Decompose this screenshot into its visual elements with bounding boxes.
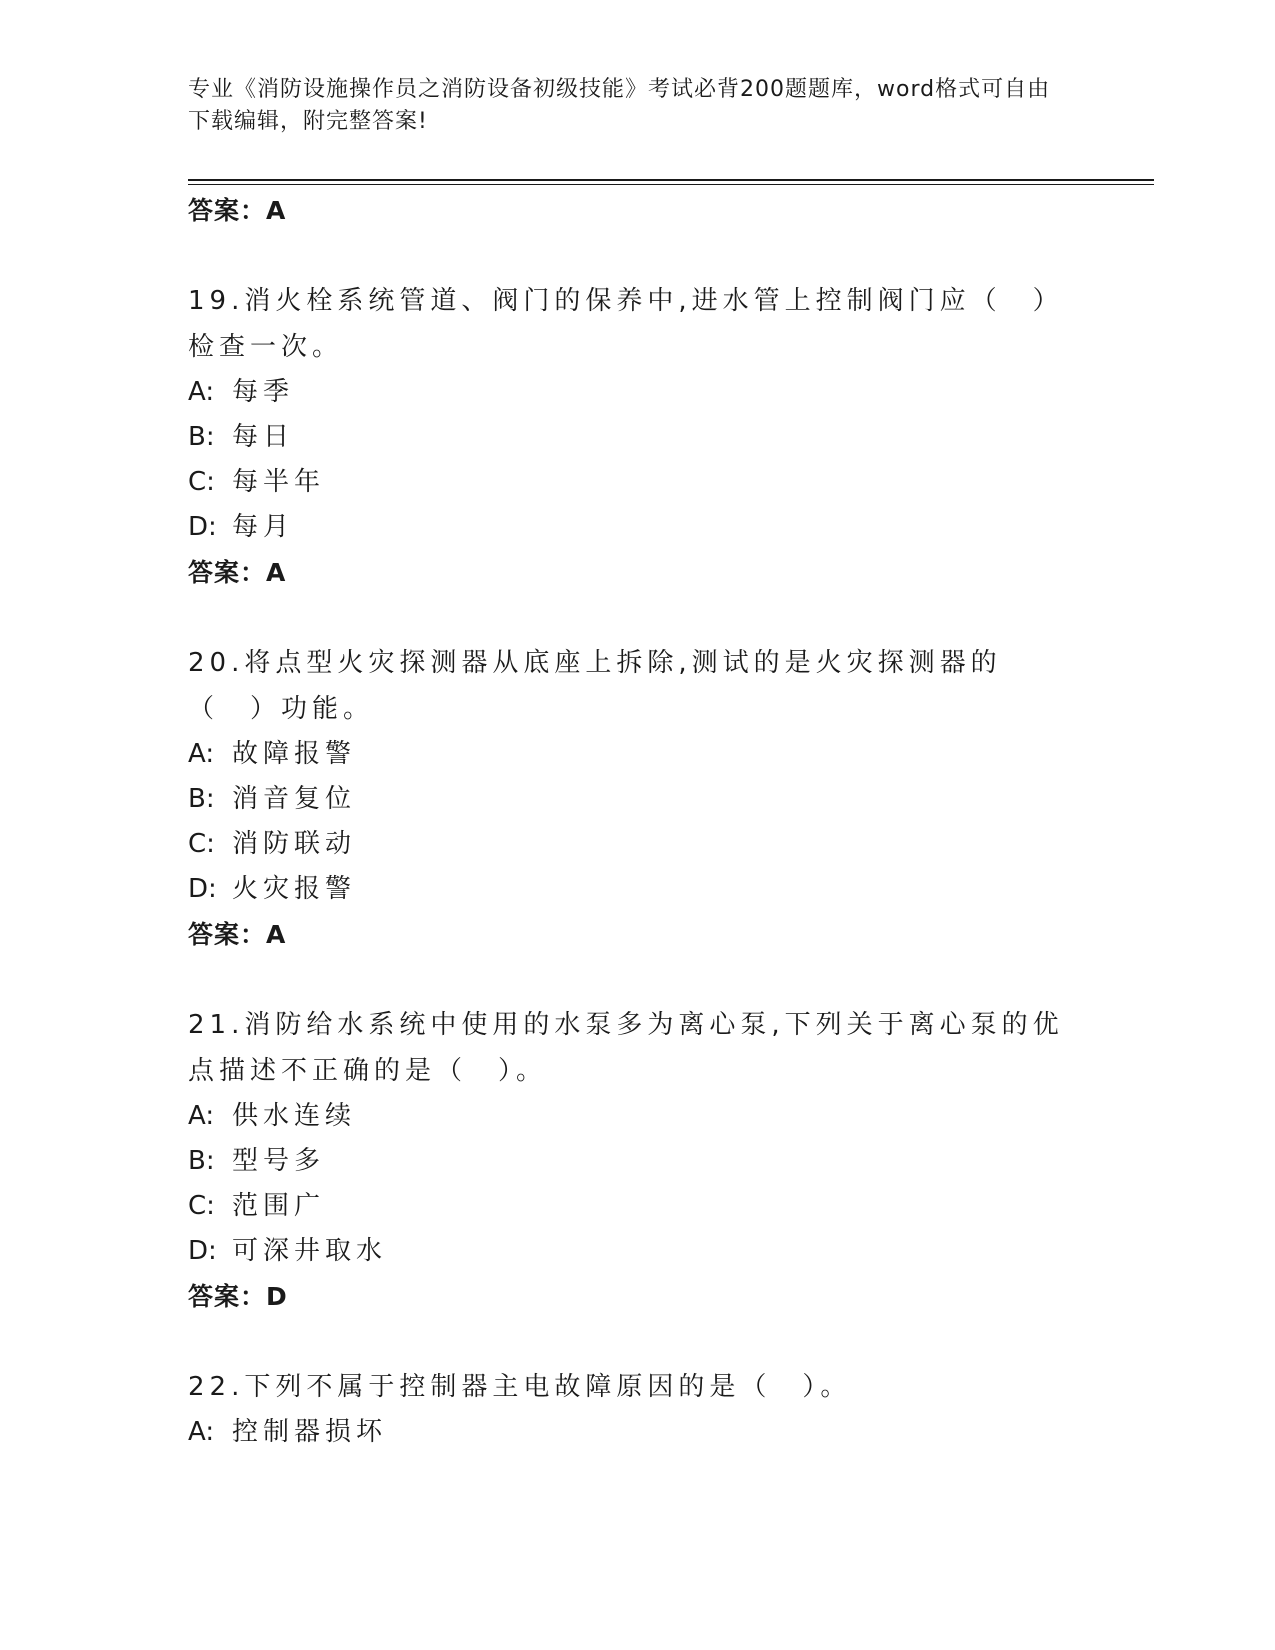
question-text: 19.消火栓系统管道、阀门的保养中,进水管上控制阀门应（ ）检查一次。 [188,286,1064,362]
option-c [188,822,1088,867]
question-list [188,188,1088,1455]
option-d [188,505,1088,550]
option-text: 范围广 [232,1191,326,1221]
option-text: 每半年 [232,467,326,497]
option-a [188,732,1088,777]
option-key: A: [188,739,215,769]
option-text: 消防联动 [232,829,357,859]
option-text: 每月 [232,512,295,542]
option-d [188,1229,1088,1274]
question-text: 21.消防给水系统中使用的水泵多为离心泵,下列关于离心泵的优点描述不正确的是（ ）。 [188,1010,1064,1086]
option-text: 每日 [232,422,295,452]
option-a [188,370,1088,415]
option-key: D: [188,874,217,904]
question-19 [188,278,1088,596]
option-a [188,1094,1088,1139]
option-key: C: [188,1191,215,1221]
document-header: 专业《消防设施操作员之消防设备初级技能》考试必背200题题库，word格式可自由下载编辑，附完整答案! [188,77,1051,134]
option-c [188,1184,1088,1229]
option-b [188,415,1088,460]
option-text: 供水连续 [232,1101,357,1131]
option-text: 每季 [232,377,295,407]
option-text: 控制器损坏 [232,1417,388,1447]
option-key: A: [188,1417,215,1447]
option-text: 火灾报警 [232,874,357,904]
answer-line: 答案：A [188,558,287,587]
option-b [188,1139,1088,1184]
option-b [188,777,1088,822]
option-a [188,1410,1088,1455]
option-text: 消音复位 [232,784,357,814]
answer-line: 答案：A [188,196,287,225]
option-text: 型号多 [232,1146,326,1176]
option-key: C: [188,467,215,497]
answer-line: 答案：D [188,1282,288,1311]
answer-line: 答案：A [188,920,287,949]
option-key: A: [188,377,215,407]
option-d [188,867,1088,912]
option-key: D: [188,512,217,542]
header-divider-thin [188,184,1154,185]
question-text: 20.将点型火灾探测器从底座上拆除,测试的是火灾探测器的（ ）功能。 [188,648,1002,724]
option-text: 可深井取水 [232,1236,388,1266]
option-key: D: [188,1236,217,1266]
option-key: B: [188,784,215,814]
option-key: A: [188,1101,215,1131]
question-21 [188,1002,1088,1320]
question-20 [188,640,1088,958]
option-key: B: [188,1146,215,1176]
question-text: 22.下列不属于控制器主电故障原因的是（ ）。 [188,1372,852,1402]
option-text: 故障报警 [232,739,357,769]
option-key: C: [188,829,215,859]
option-c [188,460,1088,505]
header-divider-thick [188,179,1154,181]
option-key: B: [188,422,215,452]
question-22 [188,1364,1088,1455]
